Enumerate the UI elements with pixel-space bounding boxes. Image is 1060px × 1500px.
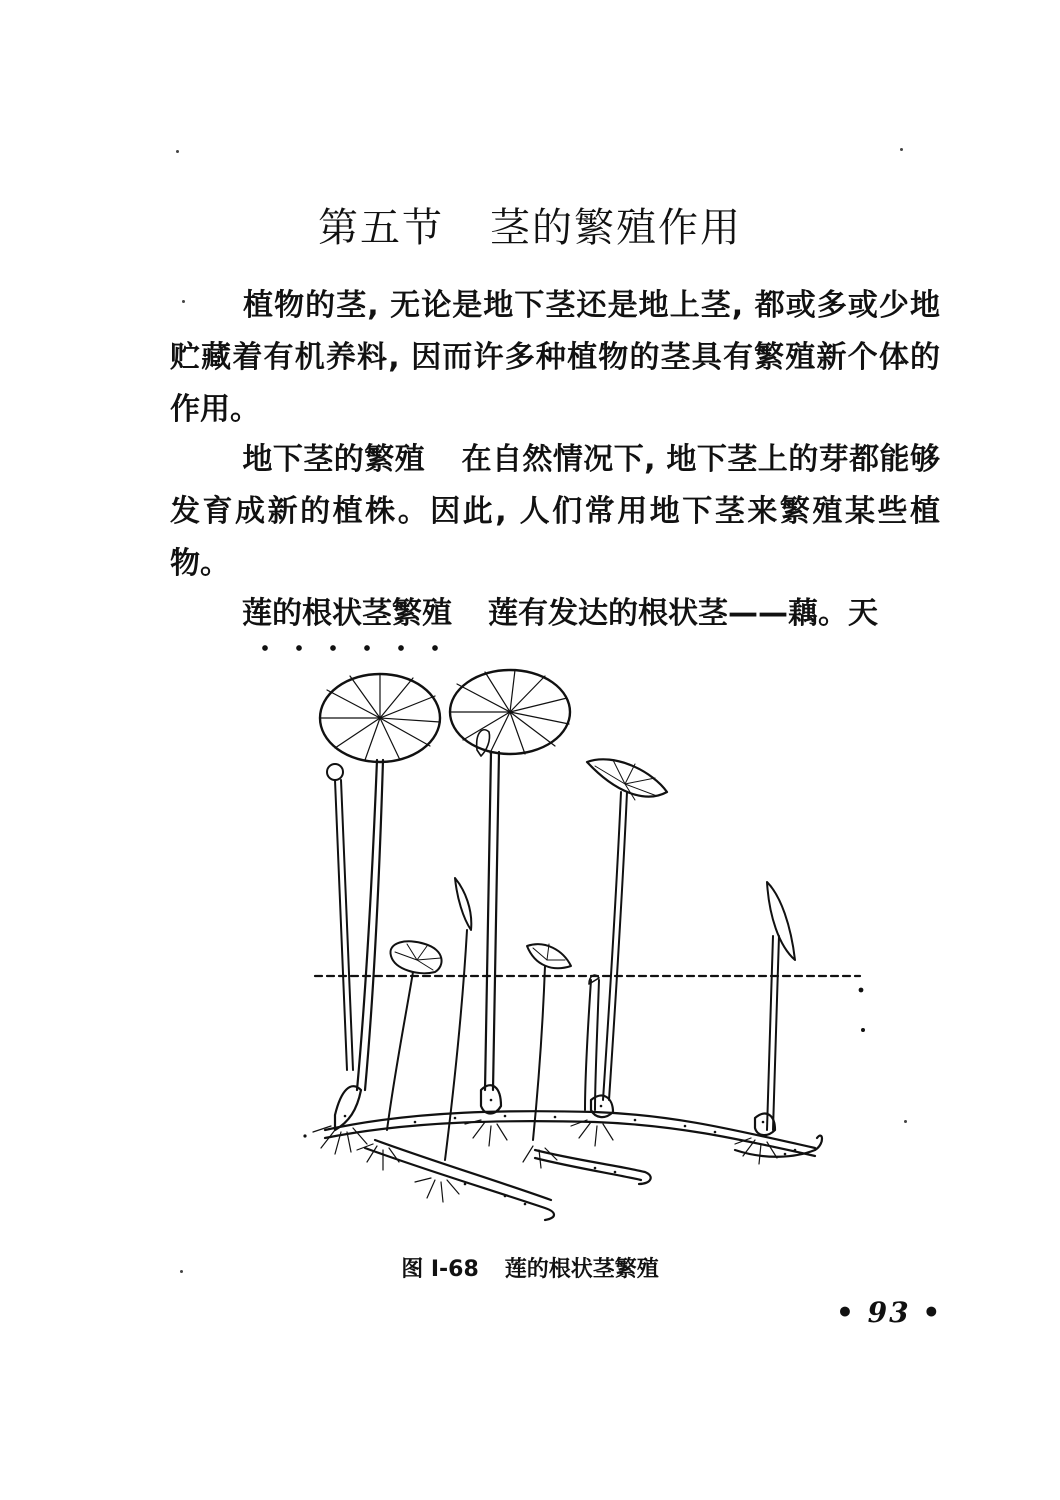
figure-number: 图 I-68 bbox=[401, 1257, 479, 1282]
section-heading bbox=[0, 196, 1060, 253]
section-number: 第五节 bbox=[318, 205, 444, 251]
underground-stem-paragraph bbox=[170, 434, 940, 590]
lotus-leaf-large-center bbox=[450, 670, 570, 1090]
figure-caption-text: 莲的根状茎繁殖 bbox=[504, 1257, 659, 1282]
lotus-leaf-tilted-right bbox=[587, 759, 667, 1100]
lotus-young-leaf-left bbox=[445, 878, 471, 1160]
scan-speck bbox=[176, 150, 179, 153]
lotus-leaf-large-left bbox=[320, 674, 440, 1090]
lotus-text: 莲有发达的根状茎——藕。天 bbox=[488, 596, 878, 631]
scan-speck bbox=[180, 1270, 183, 1273]
intro-paragraph bbox=[170, 280, 940, 436]
lotus-leaf-small-left bbox=[387, 941, 442, 1130]
lotus-rhizome-illustration bbox=[295, 660, 885, 1240]
lotus-bud-left bbox=[327, 764, 353, 1070]
lotus-heading: 莲的根状茎繁殖 bbox=[242, 588, 452, 640]
underground-stem-text: 在自然情况下, 地下茎上的芽都能够发育成新的植株。因此, 人们常用地下茎来繁殖某些植物。 bbox=[170, 442, 940, 581]
scan-speck bbox=[904, 1120, 907, 1123]
intro-text: 植物的茎, 无论是地下茎还是地上茎, 都或多或少地贮藏着有机养料, 因而许多种植物的茎具有繁殖新个体的作用。 bbox=[170, 288, 940, 427]
page-number: • 93 • bbox=[836, 1296, 943, 1329]
scan-speck bbox=[182, 300, 185, 303]
scan-speck bbox=[900, 148, 903, 151]
lotus-rhizome bbox=[325, 1085, 822, 1220]
underground-stem-heading: 地下茎的繁殖 bbox=[242, 442, 426, 477]
lotus-young-leaf-right bbox=[767, 882, 795, 1130]
figure-caption bbox=[0, 1252, 1060, 1283]
lotus-paragraph bbox=[170, 588, 940, 640]
section-title: 茎的繁殖作用 bbox=[490, 205, 742, 251]
